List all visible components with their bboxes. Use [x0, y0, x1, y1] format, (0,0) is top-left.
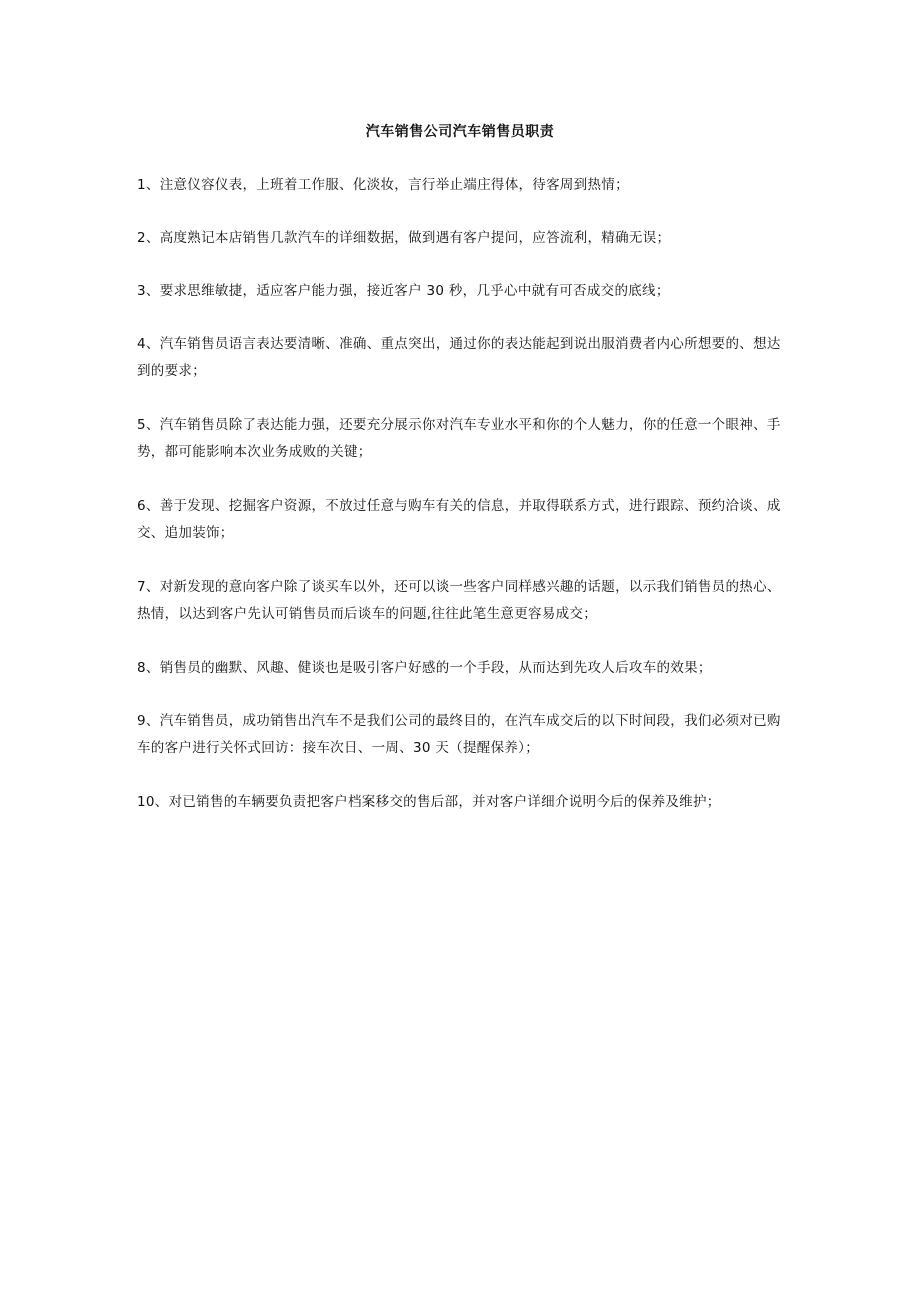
duty-item-5: 5、汽车销售员除了表达能力强，还要充分展示你对汽车专业水平和你的个人魅力，你的任意一个眼神、手势，都可能影响本次业务成败的关键；	[137, 417, 781, 460]
document-title: 汽车销售公司汽车销售员职责	[365, 124, 555, 140]
duty-item-6: 6、善于发现、挖掘客户资源，不放过任意与购车有关的信息，并取得联系方式，进行跟踪、预约洽谈、成交、追加装饰；	[137, 498, 781, 541]
duty-item-10: 10、对已销售的车辆要负责把客户档案移交的售后部，并对客户详细介说明今后的保养及维护；	[137, 794, 721, 810]
duty-item-9: 9、汽车销售员，成功销售出汽车不是我们公司的最终目的，在汽车成交后的以下时间段，我们必须对已购车的客户进行关怀式回访：接车次日、一周、30 天（提醒保养）；	[137, 713, 781, 756]
duty-item-1: 1、注意仪容仪表，上班着工作服、化淡妆，言行举止端庄得体，待客周到热情；	[137, 177, 629, 193]
duty-item-4: 4、汽车销售员语言表达要清晰、准确、重点突出，通过你的表达能起到说出服消费者内心所想要的、想达到的要求；	[137, 336, 781, 379]
duty-item-2: 2、高度熟记本店销售几款汽车的详细数据，做到遇有客户提问，应答流利，精确无误；	[137, 230, 671, 246]
duty-item-8: 8、销售员的幽默、风趣、健谈也是吸引客户好感的一个手段，从而达到先攻人后攻车的效果；	[137, 660, 712, 676]
duty-item-7: 7、对新发现的意向客户除了谈买车以外，还可以谈一些客户同样感兴趣的话题，以示我们销售员的热心、热情，以达到客户先认可销售员而后谈车的问题,往往此笔生意更容易成交；	[137, 579, 781, 622]
duties-list	[0, 172, 782, 816]
duty-item-3: 3、要求思维敏捷，适应客户能力强，接近客户 30 秒，几乎心中就有可否成交的底线；	[137, 283, 670, 299]
